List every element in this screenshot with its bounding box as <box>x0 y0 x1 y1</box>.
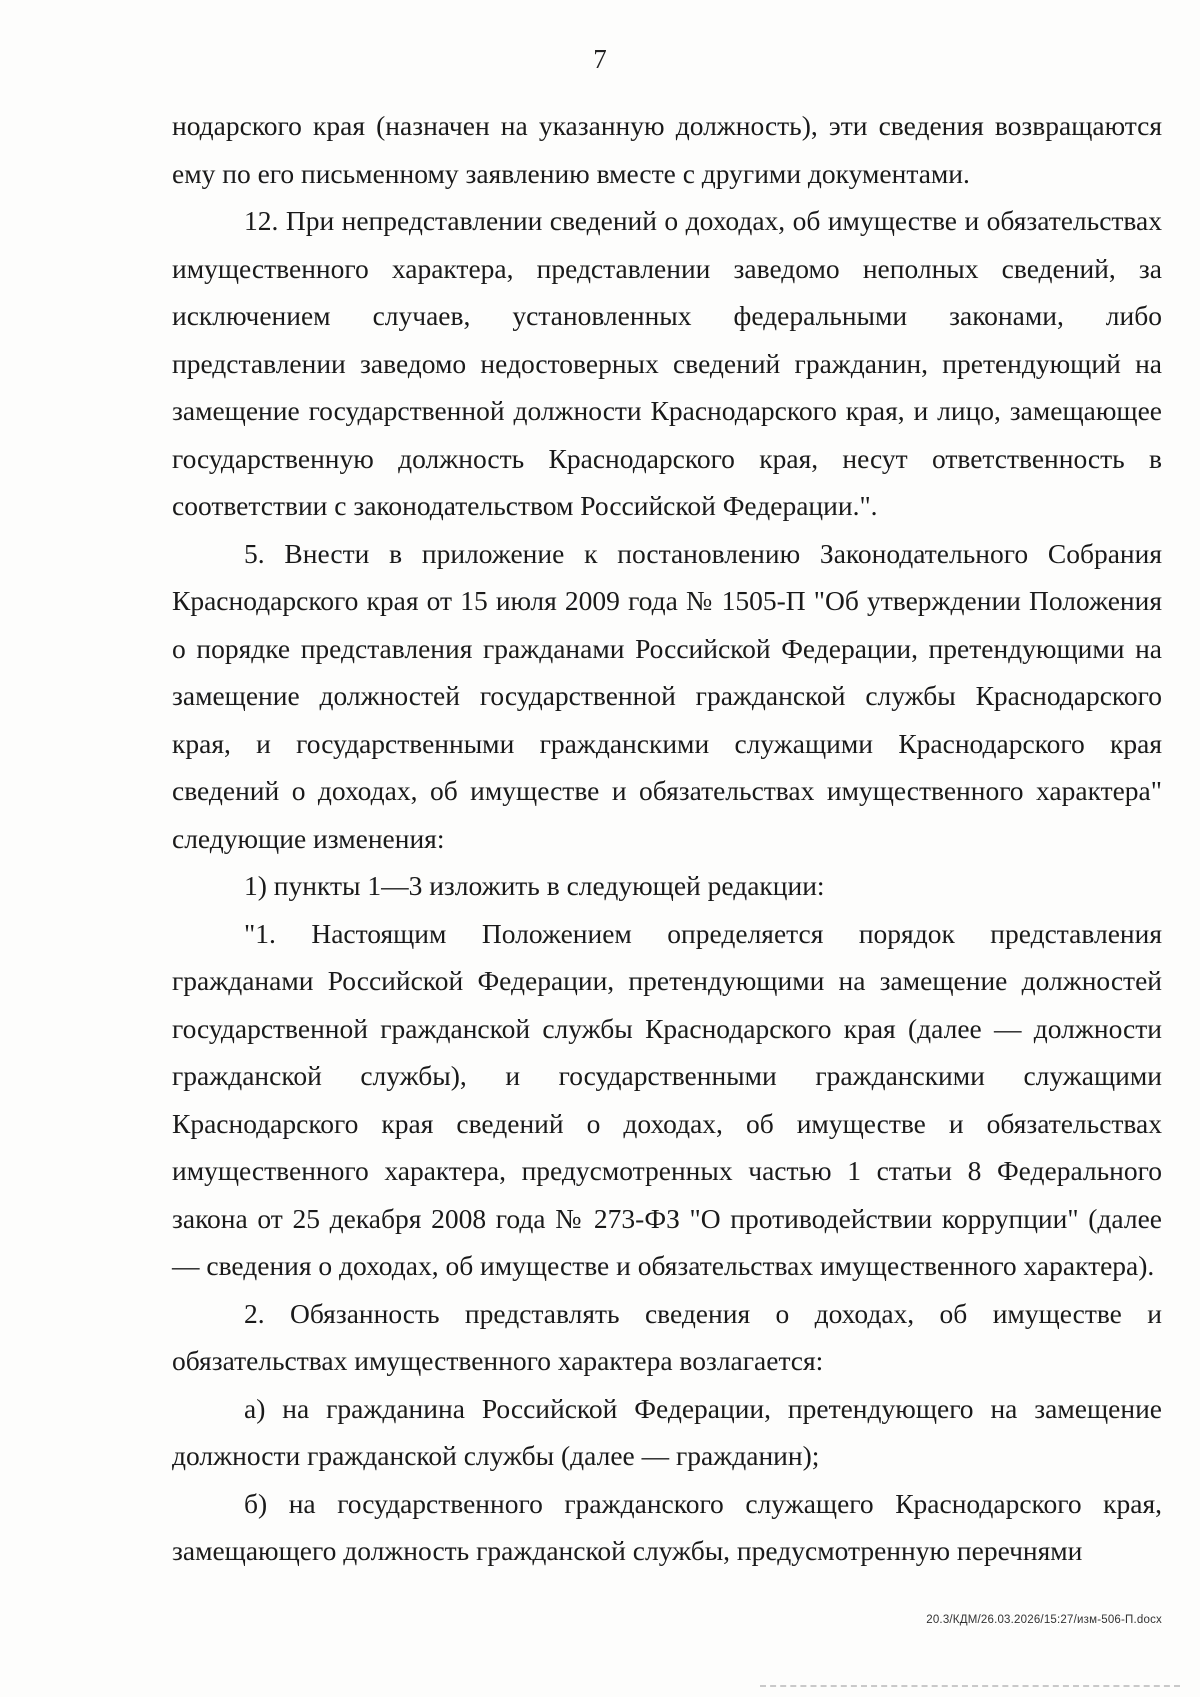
paragraph: 2. Обязанность представлять сведения о доходах, об имуществе и обязательствах имущественного характера возлагается: <box>172 1297 1162 1376</box>
paragraph: "1. Настоящим Положением определяется порядок представления гражданами Российской Федерации, претендующими на замещение должностей государственной гражданской службы Краснодарского края (далее — должности гражданской службы), и государственными гражданскими служащими Краснодарского края сведений о доходах, об имуществе и обязательствах имущественного характера, предусмотренных частью 1 статьи 8 Федерального закона от 25 декабря 2008 года № 273-ФЗ "О противодействии коррупции" (далее — сведения о доходах, об имуществе и обязательствах имущественного характера). <box>172 917 1162 1281</box>
document-body <box>172 102 1162 1575</box>
paragraph: 5. Внести в приложение к постановлению Законодательного Собрания Краснодарского края от 15 июля 2009 года № 1505-П "Об утверждении Положения о порядке представления гражданами Российской Федерации, претендующими на замещение должностей государственной гражданской службы Краснодарского края, и государственными гражданскими служащими Краснодарского края сведений о доходах, об имуществе и обязательствах имущественного характера" следующие изменения: <box>172 537 1162 854</box>
footer-file-id: 20.3/КДМ/26.03.2026/15:27/изм-506-П.docx <box>926 1614 1162 1626</box>
scan-artifact-divider <box>760 1685 1180 1690</box>
paragraph: а) на гражданина Российской Федерации, претендующего на замещение должности гражданской службы (далее — гражданин); <box>172 1392 1162 1471</box>
paragraph: нодарского края (назначен на указанную должность), эти сведения возвращаются ему по его письменному заявлению вместе с другими документами. <box>172 110 1162 189</box>
paragraph: 1) пункты 1—3 изложить в следующей редакции: <box>244 870 825 901</box>
paragraph: 12. При непредставлении сведений о доходах, об имуществе и обязательствах имущественного характера, представлении заведомо неполных сведений, за исключением случаев, установленных федеральными законами, либо представлении заведомо недостоверных сведений гражданин, претендующий на замещение государственной должности Краснодарского края, и лицо, замещающее государственную должность Краснодарского края, несут ответственность в соответствии с законодательством Российской Федерации.". <box>172 205 1162 521</box>
paragraph: б) на государственного гражданского служащего Краснодарского края, замещающего должность гражданской службы, предусмотренную перечнями <box>172 1487 1162 1566</box>
page-number: 7 <box>593 44 607 74</box>
